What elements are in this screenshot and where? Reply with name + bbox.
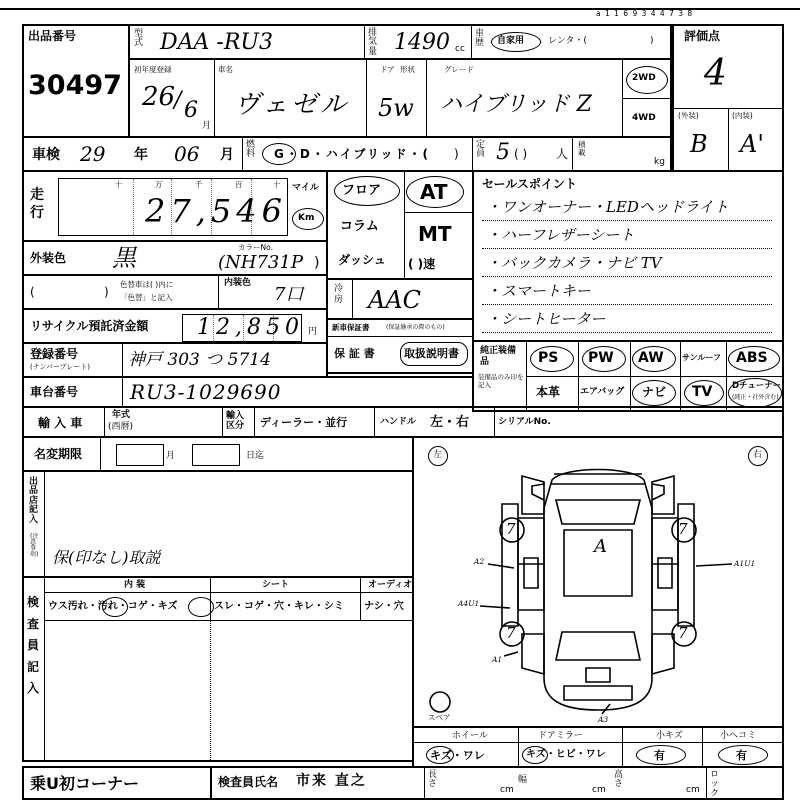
drive-2wd: 2WD <box>632 73 656 83</box>
small-scratch-label: 小キズ <box>656 731 683 741</box>
ext-color-value: 黒 <box>112 244 136 272</box>
model-row <box>128 24 672 60</box>
annotation-a4u1: A4U1 <box>458 599 480 608</box>
wheel-label: ホイール <box>452 731 488 741</box>
ext-color-row <box>22 240 328 276</box>
inspector-name-label: 検査員氏名 <box>218 775 279 789</box>
capacity: 5 <box>496 140 510 165</box>
first-reg-label: 初年度登録 <box>134 65 172 74</box>
mileage-value: 27,546 <box>145 192 287 230</box>
equipment-box <box>472 340 784 412</box>
seat-items: スレ・コゲ・穴・キレ・シミ <box>214 601 344 612</box>
history-label: 車歴 <box>475 29 485 48</box>
ext-color-label: 外装色 <box>30 251 67 265</box>
first-reg-month-suffix: 月 <box>202 121 212 131</box>
sales-point: ・ハーフレザーシート <box>486 226 635 244</box>
footer-row <box>210 766 784 800</box>
displacement-unit: cc <box>455 44 465 54</box>
model-code-label: 型式 <box>134 29 144 48</box>
handle-label: ハンドル <box>380 417 417 427</box>
length-unit: cm <box>500 785 514 795</box>
shape-label: 形状 <box>400 65 415 74</box>
left-label: 左 <box>433 450 443 460</box>
import-label: 輸 入 車 <box>38 416 83 430</box>
recycle-label: リサイクル預託済金額 <box>30 319 149 333</box>
mileage-box <box>22 170 328 242</box>
equip-tv: TV <box>692 384 713 400</box>
equip-tuner: Dチューナー <box>732 381 782 391</box>
wheel-mirror-row <box>412 726 784 768</box>
mileage-label: 走行 <box>30 187 44 222</box>
name-change-day: 日迄 <box>246 451 265 461</box>
sales-points-box <box>472 170 784 342</box>
chassis-label: 車台番号 <box>30 385 79 399</box>
unit-mile: マイル <box>292 183 319 193</box>
unit-km: Km <box>298 213 315 223</box>
warranty-note: (保証継承の際のもの) <box>386 324 445 331</box>
warranty-cert: 保 証 書 <box>334 347 375 360</box>
door-shape: 5w <box>378 94 414 122</box>
corner-label: 乗U初コーナー <box>30 774 139 793</box>
name-change-label: 名変期限 <box>34 447 83 461</box>
grade-label: グレード <box>444 65 474 74</box>
recycle-digits <box>182 314 302 342</box>
speed-label: ( )速 <box>408 257 436 271</box>
interior-items: ウス汚れ・汚れ・コゲ・キズ <box>48 601 178 612</box>
equip-navi: ナビ <box>642 385 667 399</box>
exhibitor-label: 出品店記入 <box>29 477 39 525</box>
mt-label: MT <box>418 222 452 246</box>
recycle-unit: 円 <box>308 327 318 337</box>
mirror-items: キズ・ヒビ・ワレ <box>526 749 606 760</box>
repaint-note-1: 色替車は( )内に <box>120 280 174 289</box>
fuel-close: ) <box>454 147 459 161</box>
displacement-label: 排気量 <box>368 28 378 57</box>
repaint-paren-close: ) <box>104 285 109 299</box>
length-label: 長さ <box>428 770 438 790</box>
name-change-month: 月 <box>166 451 176 461</box>
equip-tuner-note: (純正・社外含む) <box>732 394 779 401</box>
shaken-month-label: 月 <box>220 147 234 163</box>
import-year-label: 年式 <box>112 410 131 420</box>
odometer <box>58 178 288 236</box>
plate-label: 登録番号 <box>30 347 79 361</box>
import-year-sub: (西暦) <box>108 422 134 432</box>
exterior-label: (外装) <box>678 111 699 120</box>
score-label: 評価点 <box>684 29 721 43</box>
dirt-circle <box>102 597 128 617</box>
digit-header-sen: 千 <box>195 180 203 189</box>
spare-label: スペア <box>428 713 451 722</box>
barcode-number: a 1 1 6 9 3 4 4 7 3 8 <box>596 9 694 18</box>
displacement: 1490 <box>394 30 450 55</box>
slash: / <box>174 88 182 113</box>
history-rental: レンタ・( <box>548 36 587 46</box>
shifter-box <box>326 170 474 280</box>
sales-point: ・バックカメラ・ナビ TV <box>486 254 662 272</box>
int-color-label: 内装色 <box>224 278 252 288</box>
equip-leather: 本革 <box>536 385 561 399</box>
fuel-label: 燃料 <box>246 140 256 159</box>
shaken-year: 29 <box>80 142 106 166</box>
lot-number: 30497 <box>28 70 122 101</box>
door-label: ドア <box>380 65 395 74</box>
load-label: 積載 <box>578 140 586 157</box>
lot-box <box>22 24 130 138</box>
shaken-row <box>22 136 672 172</box>
tire-mark-fl: 7 <box>506 520 516 538</box>
equip-pw: PW <box>588 350 614 366</box>
dash-label: ダッシュ <box>338 253 386 267</box>
tire-mark-fr: 7 <box>678 520 688 538</box>
digit-header-10man: 十 <box>115 180 123 189</box>
small-dent-circle <box>718 745 768 765</box>
serial-label: シリアルNo. <box>498 417 551 427</box>
sales-points-label: セールスポイント <box>482 177 577 191</box>
annotation-a1u1-right: A1U1 <box>734 559 756 568</box>
equipment-note: 装備品のみ印を記入 <box>478 373 524 389</box>
capacity-paren: ( ) <box>514 147 528 161</box>
fuel-options: G・D・ハイブリッド・( <box>274 147 430 161</box>
equip-aw: AW <box>638 350 664 366</box>
lock-label: ロック <box>710 770 720 799</box>
name-change-day-box <box>192 444 240 466</box>
sales-point: ・スマートキー <box>486 282 591 300</box>
grade: ハイブリッド Z <box>440 92 592 117</box>
sales-point: ・シートヒーター <box>486 310 606 328</box>
wheel-items: キズ・ワレ <box>430 749 485 762</box>
plate-sub: (ナンバープレート) <box>30 363 90 371</box>
ac-box <box>326 278 474 320</box>
small-scratch-value: 有 <box>654 749 665 762</box>
car-diagram-box <box>412 436 784 728</box>
drive-4wd: 4WD <box>632 113 656 123</box>
name-change-row <box>22 436 414 472</box>
first-reg-year: 26 <box>142 82 176 112</box>
warranty-box <box>326 318 474 374</box>
load-unit: kg <box>654 157 665 167</box>
import-category-label: 輸入区分 <box>226 411 245 432</box>
equip-sunroof: サンルーフ <box>682 353 721 362</box>
interior-grade: A' <box>740 130 764 158</box>
shaken-year-label: 年 <box>134 147 148 163</box>
digit-header-juu: 十 <box>273 180 281 189</box>
repaint-note-2: 「色替」と記入 <box>120 293 173 302</box>
column-label: コラム <box>340 219 379 234</box>
small-dent-label: 小ヘコミ <box>720 731 757 741</box>
lot-label: 出品番号 <box>28 29 77 43</box>
int-color-value: 7口 <box>274 284 304 305</box>
plate-value: 神戸 303 つ 5714 <box>128 350 271 370</box>
shaken-month: 06 <box>174 142 200 166</box>
equip-abs: ABS <box>736 350 768 366</box>
interior-header: 内 装 <box>124 580 146 590</box>
width-unit: cm <box>592 785 606 795</box>
annotation-a2: A2 <box>474 557 485 566</box>
plate-row <box>22 342 328 378</box>
right-label: 右 <box>753 450 763 460</box>
equip-airbag: エアバッグ <box>580 387 625 397</box>
at-label: AT <box>420 180 448 204</box>
recycle-row <box>22 308 328 344</box>
annotation-a3: A3 <box>598 715 609 724</box>
handle-options: 左・右 <box>430 415 470 430</box>
annotation-a1: A1 <box>492 655 503 664</box>
car-name: ヴェゼル <box>234 90 349 120</box>
small-dent-value: 有 <box>736 749 747 762</box>
model-code: DAA -RU3 <box>160 30 273 55</box>
equip-ps: PS <box>538 350 559 366</box>
car-name-label: 車名 <box>218 65 233 74</box>
mirror-label: ドアミラー <box>538 731 583 741</box>
first-reg-month: 6 <box>184 98 198 123</box>
digit-header-man: 万 <box>155 180 163 189</box>
import-category-options: ディーラー・並行 <box>260 416 348 429</box>
equipment-label: 純正装備品 <box>480 346 517 367</box>
wheel-scratch-circle <box>426 746 454 764</box>
history-close: ) <box>650 36 654 46</box>
warranty-manual: 取扱説明書 <box>404 347 459 360</box>
audio-header: オーディオ <box>368 580 413 590</box>
digit-header-hyaku: 百 <box>235 180 243 189</box>
tire-mark-rl: 7 <box>506 624 516 642</box>
shaken-label: 車検 <box>32 147 60 163</box>
roof-mark: A <box>594 536 607 557</box>
interior-label: (内装) <box>732 111 753 120</box>
capacity-label: 定員 <box>476 140 486 159</box>
chassis-row <box>22 376 474 408</box>
import-row <box>22 406 784 438</box>
color-code-label: カラーNo. <box>238 243 273 252</box>
corner-box <box>22 766 212 800</box>
height-unit: cm <box>686 785 700 795</box>
inspector-note: 保(印なし)取説 <box>52 548 161 567</box>
repaint-row <box>22 274 328 310</box>
exhibitor-sub: (注意事項) <box>30 533 39 558</box>
exhibitor-box <box>22 470 414 578</box>
exterior-grade: B <box>690 130 708 158</box>
floor-label: フロア <box>342 183 382 198</box>
color-code-close: ) <box>314 255 320 271</box>
ac-label: 冷房 <box>334 284 344 305</box>
history-private: 自家用 <box>497 36 525 46</box>
score-value: 4 <box>704 53 727 94</box>
inspector-name: 市来 直之 <box>296 773 367 789</box>
inspector-box <box>22 576 414 762</box>
warranty-label: 新車保証書 <box>332 323 370 332</box>
width-label: 幅 <box>518 775 528 785</box>
car-outline <box>414 438 782 726</box>
capacity-unit: 人 <box>556 147 569 161</box>
seat-header: シート <box>262 580 290 590</box>
recycle-value: 12,850 <box>197 315 304 340</box>
inspector-label: 検査員記入 <box>27 595 40 696</box>
small-scratch-circle <box>636 745 686 765</box>
score-box <box>672 24 784 172</box>
sales-point: ・ワンオーナー・LEDヘッドライト <box>486 198 729 216</box>
repaint-paren-open: ( <box>30 285 35 299</box>
height-label: 高さ <box>614 770 624 790</box>
mirror-scratch-circle <box>522 746 548 764</box>
audio-items: ナシ・穴 <box>364 601 404 612</box>
name-change-month-box <box>116 444 164 466</box>
scratch-circle <box>188 597 214 617</box>
tire-mark-rr: 7 <box>678 624 688 642</box>
car-info-row <box>128 58 672 138</box>
chassis-value: RU3-1029690 <box>130 380 282 404</box>
ac-value: AAC <box>368 286 422 314</box>
color-code-value: (NH731P <box>218 252 303 273</box>
